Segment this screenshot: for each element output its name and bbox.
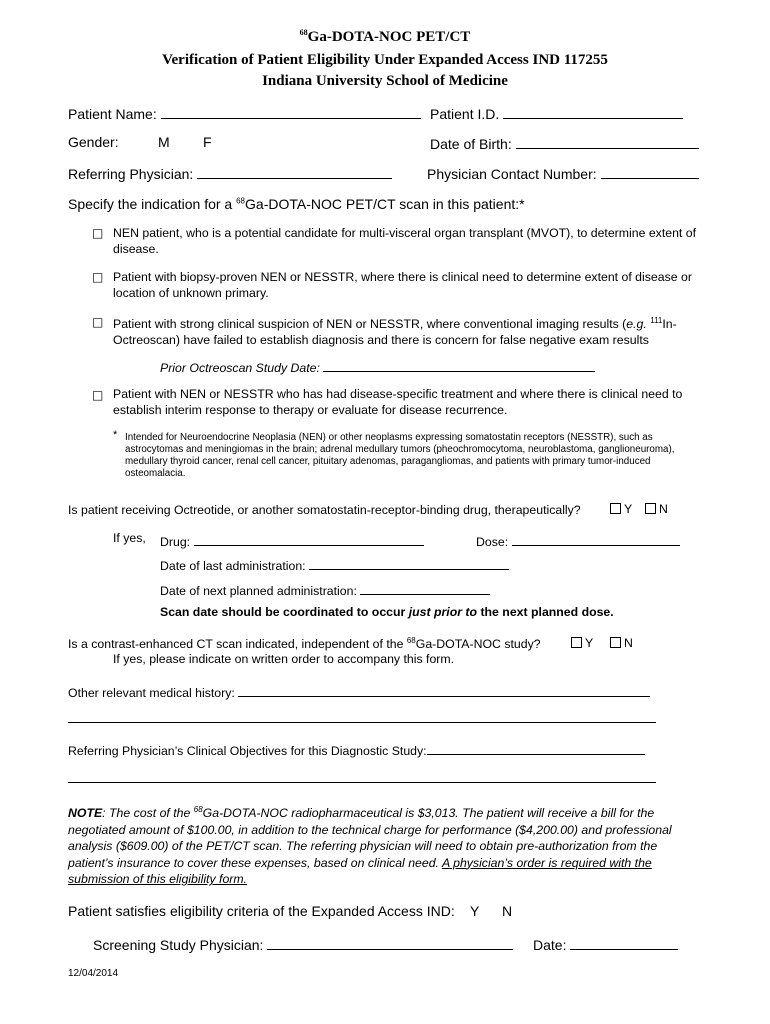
history-label: Other relevant medical history: [68, 686, 235, 700]
title-superscript: 68 [299, 28, 308, 37]
checkbox-icon[interactable]: □ [92, 315, 104, 329]
octreotide-yes[interactable] [610, 502, 632, 516]
referring-physician-field[interactable] [197, 164, 392, 179]
option3-text-b: In-Octreoscan) have failed to establish diagnosis and there is concern for false negative exam results [113, 317, 677, 348]
objectives-label: Referring Physician’s Clinical Objectives for this Diagnostic Study: [68, 744, 427, 758]
physician-contact-row [427, 164, 699, 182]
drug-label: Drug: [160, 535, 191, 549]
referring-physician-label: Referring Physician: [68, 166, 194, 182]
ct-question-post: Ga-DOTA-NOC study? [415, 637, 541, 652]
checkbox-icon[interactable]: □ [92, 270, 104, 284]
scan-note-a: Scan date should be coordinated to occur [160, 605, 409, 619]
checkbox-icon[interactable] [610, 503, 621, 514]
footer-date: 12/04/2014 [68, 968, 119, 979]
patient-name-field[interactable] [161, 104, 421, 119]
eligibility-no[interactable]: N [502, 903, 513, 919]
prior-octreoscan-label: Prior Octreoscan Study Date: [160, 361, 320, 375]
indication-sup: 68 [236, 196, 246, 206]
note-label: NOTE [68, 806, 103, 821]
checkbox-icon[interactable] [610, 637, 621, 648]
gender-m-option[interactable]: M [158, 134, 170, 150]
dob-field[interactable] [516, 134, 699, 149]
indication-prompt-post: Ga-DOTA-NOC PET/CT scan in this patient:* [245, 196, 525, 212]
patient-id-label: Patient I.D. [430, 106, 500, 122]
dose-row [476, 531, 680, 549]
screening-physician-label: Screening Study Physician: [93, 937, 264, 953]
gender-f-option[interactable]: F [203, 134, 212, 150]
dose-label: Dose: [476, 535, 509, 549]
indication-option-2: Patient with biopsy-proven NEN or NESSTR, where there is clinical need to determine extent of disease or location of unknown primary. [113, 270, 692, 300]
next-admin-row [160, 580, 490, 598]
history-field[interactable] [238, 682, 650, 697]
indication-footnote: Intended for Neuroendocrine Neoplasia (NEN) or other neoplasms expressing somatostatin receptors (NESSTR), such as astrocytomas and meningiomas in the brain; adrenal medullary tumors (pheochromocytoma, neuroblastoma, ganglioneuroma), medullary thyroid cancer, renal cell cancer, pituitary adenomas, paragangliomas, and patients with primary tumor-induced osteomalacia. [125, 432, 675, 479]
screening-date-row [533, 935, 678, 953]
scan-note-b: the next planned dose. [477, 605, 614, 619]
eligibility-yes[interactable]: Y [470, 903, 480, 919]
history-row [68, 682, 650, 700]
scan-date-note [160, 605, 614, 619]
physician-contact-label: Physician Contact Number: [427, 166, 597, 182]
checkbox-icon[interactable] [645, 503, 656, 514]
cost-note [68, 802, 688, 888]
form-subtitle: Verification of Patient Eligibility Under Expanded Access IND 117255 [162, 52, 608, 68]
checkbox-icon[interactable]: □ [92, 388, 104, 402]
note-text-pre: : The cost of the [102, 806, 194, 821]
screening-physician-field[interactable] [267, 935, 513, 950]
history-field-line-2[interactable] [68, 722, 656, 723]
ct-question [68, 636, 541, 651]
objectives-row [68, 740, 645, 758]
patient-id-row [430, 104, 683, 122]
last-admin-label: Date of last administration: [160, 559, 306, 573]
ct-yes[interactable] [571, 636, 593, 650]
institution-name: Indiana University School of Medicine [262, 73, 508, 89]
note-underlined: A physician’s order is required with the submission of this eligibility form. [68, 855, 652, 887]
checkbox-icon[interactable] [571, 637, 582, 648]
octreotide-question: Is patient receiving Octreotide, or another somatostatin-receptor-binding drug, therapeutically? [68, 503, 581, 517]
last-admin-field[interactable] [309, 555, 509, 570]
prior-octreoscan-row [160, 357, 595, 375]
indication-prompt-pre: Specify the indication for a [68, 196, 237, 212]
next-admin-label: Date of next planned administration: [160, 584, 357, 598]
drug-row [160, 531, 424, 549]
title-main: Ga-DOTA-NOC PET/CT [307, 29, 471, 45]
dob-label: Date of Birth: [430, 136, 512, 152]
checkbox-icon[interactable]: □ [92, 226, 104, 240]
indication-option-4: Patient with NEN or NESSTR who has had disease-specific treatment and where there is clinical need to establish interim response to therapy or evaluate for disease recurrence. [113, 387, 683, 417]
referring-physician-row [68, 164, 392, 182]
note-text-post: Ga-DOTA-NOC radiopharmaceutical is $3,013. The patient will receive a bill for the negotiated amount of $100.00, in addition to the technical charge for performance ($4,200.00) and professional analysis ($609.00) of the PET/CT scan. The referring physician will need to obtain pre-authorization from the patient’s insurance to cover these expenses, based on clinical need. [68, 806, 672, 870]
drug-field[interactable] [194, 531, 424, 546]
octreotide-no[interactable] [645, 502, 668, 516]
physician-contact-field[interactable] [601, 164, 699, 179]
gender-label: Gender: [68, 134, 119, 150]
ct-no[interactable] [610, 636, 633, 650]
dob-row [430, 134, 699, 152]
patient-name-row [68, 104, 421, 122]
indication-option-3 [113, 313, 703, 348]
ct-if-yes: If yes, please indicate on written order to accompany this form. [113, 652, 455, 666]
dose-field[interactable] [512, 531, 680, 546]
octreotide-no-label: N [659, 502, 668, 516]
screening-physician-row [93, 935, 513, 953]
last-admin-row [160, 555, 509, 573]
eligibility-criteria-label: Patient satisfies eligibility criteria of the Expanded Access IND: [68, 903, 455, 919]
ct-no-label: N [624, 636, 633, 650]
option3-sup: 111 [650, 316, 663, 325]
objectives-field-line-2[interactable] [68, 782, 656, 783]
patient-id-field[interactable] [503, 104, 683, 119]
ct-question-pre: Is a contrast-enhanced CT scan indicated, independent of the [68, 637, 407, 652]
ct-sup: 68 [406, 636, 416, 645]
prior-octreoscan-field[interactable] [323, 357, 595, 372]
if-yes-label: If yes, [113, 531, 146, 545]
next-admin-field[interactable] [360, 580, 490, 595]
patient-name-label: Patient Name: [68, 106, 157, 122]
indication-option-1: NEN patient, who is a potential candidate for multi-visceral organ transplant (MVOT), to determine extent of disease. [113, 226, 697, 256]
ct-yes-label: Y [585, 636, 594, 650]
form-title [0, 28, 770, 46]
option3-eg: e.g. [626, 317, 647, 332]
note-sup: 68 [193, 805, 203, 814]
screening-date-label: Date: [533, 937, 567, 953]
option3-text-a: Patient with strong clinical suspicion of NEN or NESSTR, where conventional imaging results ( [113, 317, 627, 332]
footnote-star: * [113, 429, 118, 441]
indication-prompt [68, 196, 525, 212]
octreotide-yes-label: Y [624, 502, 633, 516]
objectives-field[interactable] [427, 740, 645, 755]
screening-date-field[interactable] [570, 935, 678, 950]
scan-note-italic: just prior to [408, 605, 478, 619]
